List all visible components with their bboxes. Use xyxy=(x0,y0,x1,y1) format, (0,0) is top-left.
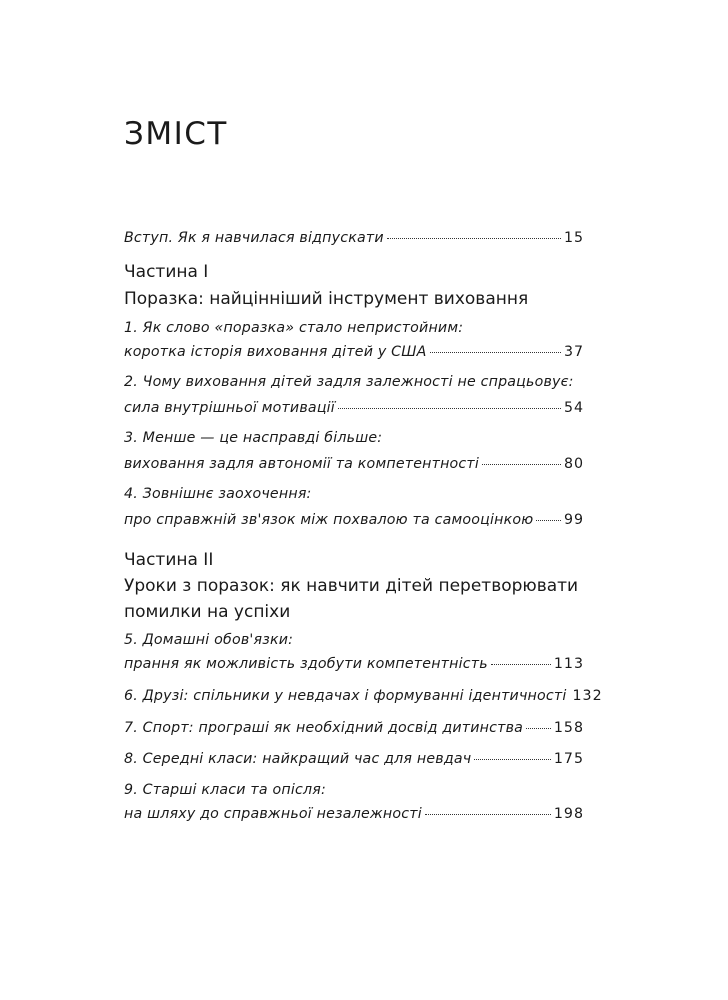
dot-leader xyxy=(338,408,561,409)
toc-entry-text: 8. Середні класи: найкращий час для невдач xyxy=(124,751,472,767)
dot-leader xyxy=(536,520,561,521)
toc-entry-text: 6. Друзі: спільники у невдачах і формуванні ідентичності xyxy=(124,688,567,704)
toc-entry-text: прання як можливість здобути компетентність xyxy=(124,656,488,672)
toc-chapter-9-line1: 9. Старші класи та опісля: xyxy=(124,782,326,798)
part-label: Частина І xyxy=(124,262,209,282)
toc-entry-text: 7. Спорт: програші як необхідний досвід дитинства xyxy=(124,720,524,736)
toc-chapter-5-line1: 5. Домашні обов'язки: xyxy=(124,632,294,648)
toc-chapter-4-line1: 4. Зовнішнє заохочення: xyxy=(124,486,312,502)
dot-leader xyxy=(474,759,551,760)
toc-entry-text: на шляху до справжньої незалежності xyxy=(124,806,422,822)
toc-page-number: 198 xyxy=(553,806,584,822)
toc-chapter-4[interactable] xyxy=(124,512,584,528)
toc-page-number: 54 xyxy=(563,400,584,416)
toc-page-number: 113 xyxy=(553,656,584,672)
dot-leader xyxy=(430,352,561,353)
part-title: Поразка: найцінніший інструмент виховання xyxy=(124,289,529,309)
toc-entry-text: сила внутрішньої мотивації xyxy=(124,400,335,416)
toc-page-number: 37 xyxy=(563,344,584,360)
toc-chapter-7[interactable] xyxy=(124,720,584,736)
dot-leader xyxy=(482,464,561,465)
toc-entry-text: коротка історія виховання дітей у США xyxy=(124,344,427,360)
toc-entry-text: виховання задля автономії та компетентності xyxy=(124,456,480,472)
toc-chapter-8[interactable] xyxy=(124,751,584,767)
dot-leader xyxy=(425,814,551,815)
toc-chapter-2[interactable] xyxy=(124,400,584,416)
toc-chapter-9[interactable] xyxy=(124,806,584,822)
dot-leader xyxy=(526,728,551,729)
page-title: ЗМІСТ xyxy=(124,116,228,152)
toc-entry-text: про справжній зв'язок між похвалою та самооцінкою xyxy=(124,512,534,528)
toc-page-number: 158 xyxy=(553,720,584,736)
toc-chapter-1[interactable] xyxy=(124,344,584,360)
toc-chapter-2-line1: 2. Чому виховання дітей задля залежності не спрацьовує: xyxy=(124,374,574,390)
toc-chapter-3-line1: 3. Менше — це насправді більше: xyxy=(124,430,383,446)
toc-page-number: 80 xyxy=(563,456,584,472)
toc-chapter-3[interactable] xyxy=(124,456,584,472)
toc-entry-intro[interactable] xyxy=(124,230,584,246)
dot-leader xyxy=(387,238,561,239)
toc-page-number: 99 xyxy=(563,512,584,528)
dot-leader xyxy=(491,664,551,665)
toc-chapter-6[interactable] xyxy=(124,688,603,704)
toc-page-number: 175 xyxy=(553,751,584,767)
toc-page-number: 132 xyxy=(572,688,603,704)
toc-chapter-5[interactable] xyxy=(124,656,584,672)
toc-entry-text: Вступ. Як я навчилася відпускати xyxy=(124,230,384,246)
toc-page-number: 15 xyxy=(563,230,584,246)
part-label: Частина ІІ xyxy=(124,550,214,570)
toc-chapter-1-line1: 1. Як слово «поразка» стало непристойним: xyxy=(124,320,464,336)
part-title: Уроки з поразок: як навчити дітей перетворювати помилки на успіхи xyxy=(124,576,579,622)
